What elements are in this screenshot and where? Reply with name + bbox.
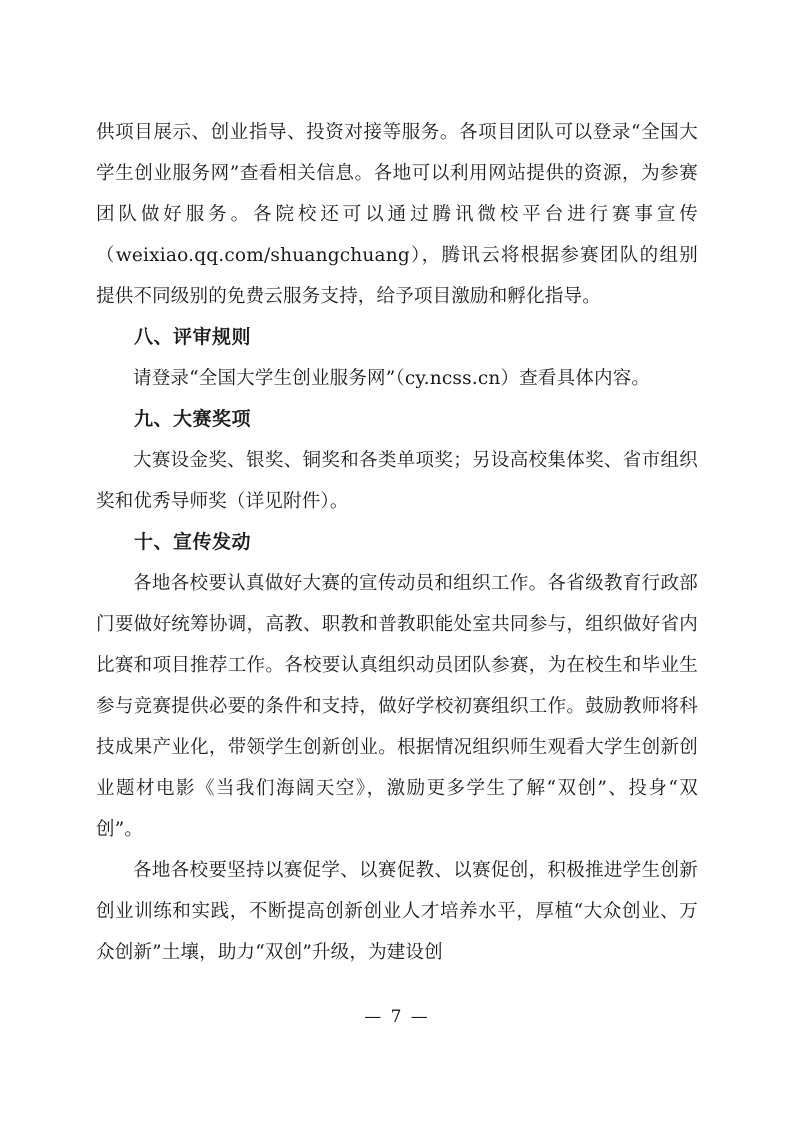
document-body <box>96 112 698 973</box>
paragraph-promotion-two: 各地各校要坚持以赛促学、以赛促教、以赛促创，积极推进学生创新创业训练和实践，不断提高创新创业人才培养水平，厚植“大众创业、万众创新”土壤，助力“双创”升级，为建设创 <box>96 860 698 963</box>
paragraph-continuation: 供项目展示、创业指导、投资对接等服务。各项目团队可以登录“全国大学生创业服务网”查看相关信息。各地可以利用网站提供的资源，为参赛团队做好服务。各院校还可以通过腾讯微校平台进行赛事宣传（weixiao.qq.com/shuangchuang），腾讯云将根据参赛团队的组别提供不同级别的免费云服务支持，给予项目激励和孵化指导。 <box>96 122 698 307</box>
section-heading-ten: 十、宣传发动 <box>134 531 252 553</box>
paragraph-review-rules: 请登录“全国大学生创业服务网”（cy.ncss.cn）查看具体内容。 <box>133 368 651 389</box>
page-number: — 7 — <box>364 1007 430 1027</box>
paragraph-awards: 大赛设金奖、银奖、铜奖和各类单项奖；另设高校集体奖、省市组织奖和优秀导师奖（详见附件）。 <box>96 450 698 512</box>
section-heading-eight: 八、评审规则 <box>134 326 252 348</box>
paragraph-promotion-one: 各地各校要认真做好大赛的宣传动员和组织工作。各省级教育行政部门要做好统筹协调，高教、职教和普教职能处室共同参与，组织做好省内比赛和项目推荐工作。各校要认真组织动员团队参赛，为在校生和毕业生参与竞赛提供必要的条件和支持，做好学校初赛组织工作。鼓励教师将科技成果产业化，带领学生创新创业。根据情况组织师生观看大学生创新创业题材电影《当我们海阔天空》，激励更多学生了解“双创”、投身“双创”。 <box>96 573 698 840</box>
section-heading-nine: 九、大赛奖项 <box>134 408 252 430</box>
